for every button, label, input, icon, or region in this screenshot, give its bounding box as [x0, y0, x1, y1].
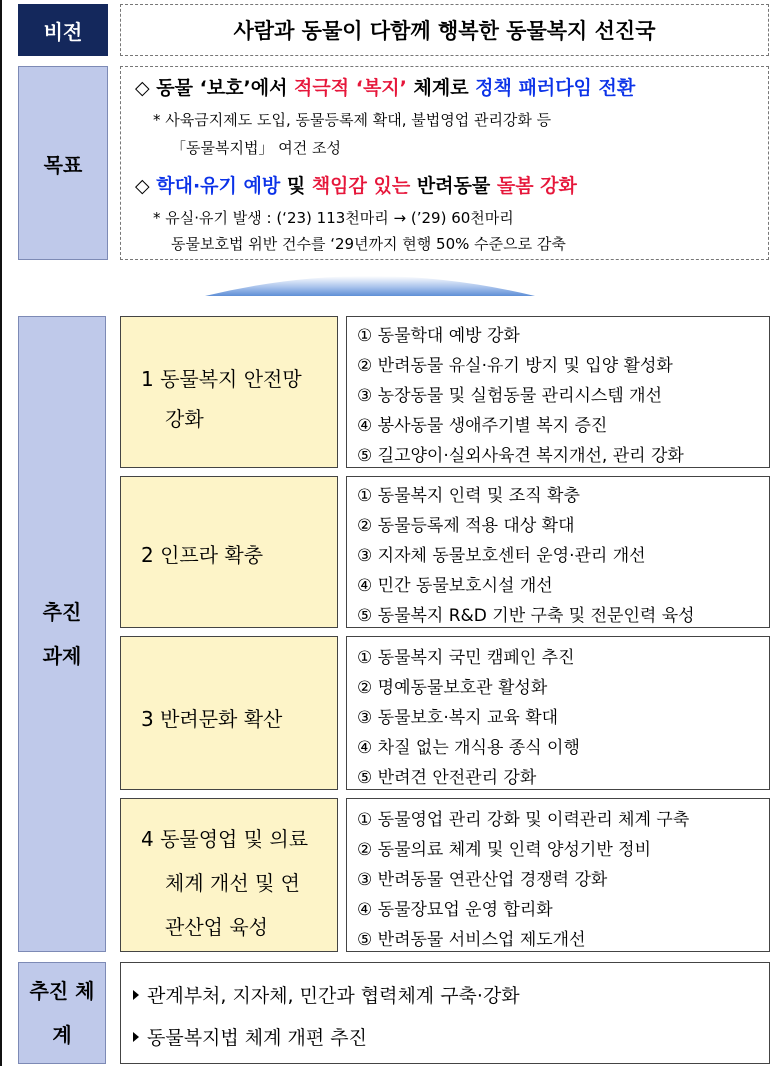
up-arrow-icon	[205, 266, 535, 296]
goal-note-2b: 동물보호법 위반 건수를 ‘29년까지 현행 50% 수준으로 감축	[171, 235, 566, 253]
triangle-bullet-icon	[133, 1032, 139, 1042]
system-item-1: 관계부처, 지자체, 민간과 협력체계 구축·강화	[133, 981, 520, 1008]
task-category-2: 2 인프라 확충	[120, 476, 338, 628]
list-item: ① 동물학대 예방 강화	[357, 326, 520, 346]
task-items-1	[346, 316, 770, 468]
list-item: ④ 동물장묘업 운영 합리화	[357, 900, 553, 920]
goal-box	[120, 66, 769, 260]
goal-note-1a: * 사육금지제도 도입, 동물등록제 확대, 불법영업 관리강화 등	[153, 111, 552, 129]
list-item: ② 동물의료 체계 및 인력 양성기반 정비	[357, 840, 651, 860]
list-item: ① 동물영업 관리 강화 및 이력관리 체계 구축	[357, 810, 690, 830]
task-category-4: 4 동물영업 및 의료 체계 개선 및 연 관산업 육성	[120, 798, 338, 952]
list-item: ⑤ 반려견 안전관리 강화	[357, 768, 537, 788]
list-item: ③ 동물보호·복지 교육 확대	[357, 708, 559, 728]
goal-label: 목표	[18, 66, 108, 260]
goal-note-1b: 「동물복지법」 여건 조성	[171, 139, 341, 157]
system-box	[120, 962, 770, 1064]
list-item: ① 동물복지 인력 및 조직 확충	[357, 486, 580, 506]
vision-label: 비전	[18, 4, 108, 56]
page-left-border	[0, 0, 2, 1066]
list-item: ⑤ 길고양이·실외사육견 복지개선, 관리 강화	[357, 446, 684, 466]
diamond-bullet-icon: ◇	[135, 175, 150, 197]
list-item: ② 명예동물보호관 활성화	[357, 678, 548, 698]
system-item-2: 동물복지법 체계 개편 추진	[133, 1023, 367, 1050]
system-label: 추진 체 계	[18, 962, 106, 1064]
list-item: ⑤ 동물복지 R&D 기반 구축 및 전문인력 육성	[357, 606, 695, 626]
goal-note-2a: * 유실·유기 발생 : (‘23) 113천마리 → (’29) 60천마리	[153, 209, 514, 227]
goal-line-1: ◇ 동물 ‘보호’에서 적극적 ‘복지’ 체계로 정책 패러다임 전환	[135, 77, 636, 99]
task-items-4	[346, 798, 770, 952]
list-item: ② 반려동물 유실·유기 방지 및 입양 활성화	[357, 356, 673, 376]
task-items-3	[346, 636, 770, 790]
list-item: ③ 농장동물 및 실험동물 관리시스템 개선	[357, 386, 663, 406]
tasks-label: 추진 과제	[18, 316, 106, 952]
list-item: ③ 지자체 동물보호센터 운영·관리 개선	[357, 546, 646, 566]
list-item: ⑤ 반려동물 서비스업 제도개선	[357, 930, 586, 950]
task-category-1: 1 동물복지 안전망 강화	[120, 316, 338, 468]
task-items-2	[346, 476, 770, 628]
list-item: ④ 민간 동물보호시설 개선	[357, 576, 553, 596]
list-item: ① 동물복지 국민 캠페인 추진	[357, 648, 575, 668]
goal-line-2: ◇ 학대·유기 예방 및 책임감 있는 반려동물 돌봄 강화	[135, 175, 577, 197]
list-item: ④ 차질 없는 개식용 종식 이행	[357, 738, 580, 758]
list-item: ② 동물등록제 적용 대상 확대	[357, 516, 575, 536]
list-item: ④ 봉사동물 생애주기별 복지 증진	[357, 416, 608, 436]
vision-statement: 사람과 동물이 다함께 행복한 동물복지 선진국	[120, 4, 769, 56]
list-item: ③ 반려동물 연관산업 경쟁력 강화	[357, 870, 608, 890]
triangle-bullet-icon	[133, 990, 139, 1000]
task-category-3: 3 반려문화 확산	[120, 636, 338, 790]
diamond-bullet-icon: ◇	[135, 77, 150, 99]
